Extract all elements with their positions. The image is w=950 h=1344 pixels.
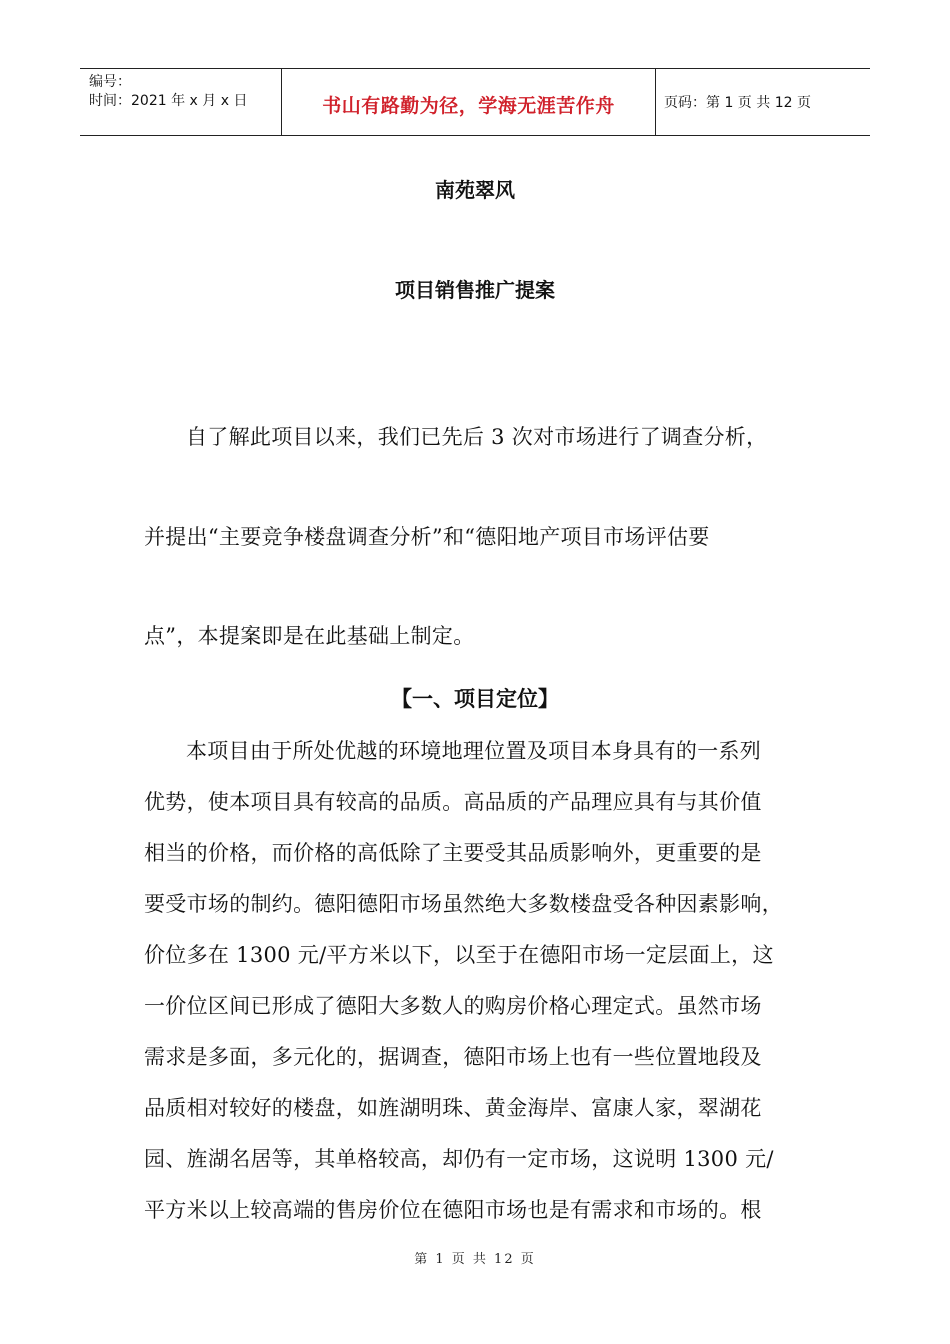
header-motto-cell (281, 69, 656, 135)
intro-line-1: 自了解此项目以来，我们已先后 3 次对市场进行了调查分析， (186, 425, 768, 449)
body-line-5: 价位多在 1300 元/平方米以下，以至于在德阳市场一定层面上，这 (144, 943, 774, 967)
body-line-4: 要受市场的制约。德阳德阳市场虽然绝大多数楼盘受各种因素影响， (144, 892, 783, 916)
header-page-cell (656, 69, 870, 135)
time-label: 时间：2021 年 x 月 x 日 (89, 93, 248, 109)
intro-line-3: 点”，本提案即是在此基础上制定。 (144, 624, 475, 648)
body-line-8: 品质相对较好的楼盘，如旌湖明珠、黄金海岸、富康人家，翠湖花 (144, 1096, 762, 1120)
motto-text: 书山有路勤为径，学海无涯苦作舟 (322, 94, 615, 117)
intro-line-2: 并提出“主要竞争楼盘调查分析”和“德阳地产项目市场评估要 (144, 525, 710, 549)
number-label: 编号： (89, 74, 131, 90)
body-line-3: 相当的价格，而价格的高低除了主要受其品质影响外，更重要的是 (144, 841, 762, 865)
document-title: 南苑翠风 (435, 178, 515, 202)
body-line-10: 平方米以上较高端的售房价位在德阳市场也是有需求和市场的。根 (144, 1198, 762, 1222)
section-heading: 【一、项目定位】 (391, 687, 559, 711)
page-footer: 第 1 页 共 12 页 (414, 1252, 536, 1267)
header-meta-cell (80, 69, 281, 135)
body-line-9: 园、旌湖名居等，其单格较高，却仍有一定市场，这说明 1300 元/ (144, 1147, 774, 1171)
body-line-6: 一价位区间已形成了德阳大多数人的购房价格心理定式。虽然市场 (144, 994, 762, 1018)
page-header (80, 68, 870, 136)
document-subtitle: 项目销售推广提案 (395, 278, 555, 302)
page-info: 页码：第 1 页 共 12 页 (664, 95, 811, 111)
body-line-1: 本项目由于所处优越的环境地理位置及项目本身具有的一系列 (186, 739, 762, 763)
body-line-7: 需求是多面，多元化的，据调查，德阳市场上也有一些位置地段及 (144, 1045, 762, 1069)
body-line-2: 优势，使本项目具有较高的品质。高品质的产品理应具有与其价值 (144, 790, 762, 814)
